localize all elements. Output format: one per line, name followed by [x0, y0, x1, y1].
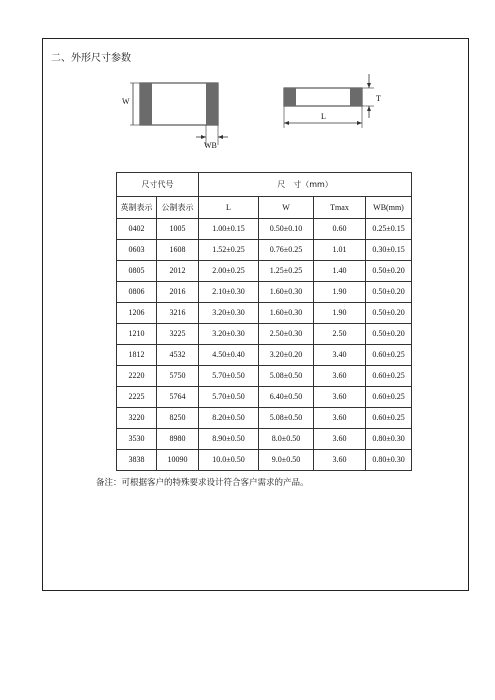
cell-wb: 0.30±0.15 [366, 240, 412, 261]
chip-side-view [284, 74, 381, 128]
cell-wb: 0.25±0.15 [366, 219, 412, 240]
cell-l: 5.70±0.50 [199, 366, 259, 387]
header-dimension: 尺 寸（mm） [199, 173, 412, 197]
cell-metric: 5764 [157, 387, 199, 408]
cell-l: 3.20±0.30 [199, 303, 259, 324]
cell-wb: 0.60±0.25 [366, 345, 412, 366]
header-imperial: 英制表示 [117, 197, 157, 219]
l-label: L [321, 112, 326, 121]
cell-l: 10.0±0.50 [199, 450, 259, 471]
table-row [117, 387, 412, 408]
header-metric: 公制表示 [157, 197, 199, 219]
cell-imperial: 3220 [117, 408, 157, 429]
cell-w: 9.0±0.50 [259, 450, 314, 471]
cell-metric: 8250 [157, 408, 199, 429]
cell-metric: 2016 [157, 282, 199, 303]
side-right-terminal [350, 88, 362, 106]
cell-l: 8.90±0.50 [199, 429, 259, 450]
cell-imperial: 2220 [117, 366, 157, 387]
table-row [117, 240, 412, 261]
cell-metric: 3216 [157, 303, 199, 324]
header-wb: WB(mm) [366, 197, 412, 219]
cell-imperial: 3530 [117, 429, 157, 450]
cell-imperial: 2225 [117, 387, 157, 408]
table-row [117, 429, 412, 450]
cell-w: 1.60±0.30 [259, 303, 314, 324]
cell-wb: 0.50±0.20 [366, 303, 412, 324]
footnote: 备注：可根据客户的特殊要求设计符合客户需求的产品。 [96, 478, 309, 488]
cell-metric: 10090 [157, 450, 199, 471]
cell-w: 1.25±0.25 [259, 261, 314, 282]
cell-w: 2.50±0.30 [259, 324, 314, 345]
cell-w: 1.60±0.30 [259, 282, 314, 303]
cell-w: 5.08±0.50 [259, 408, 314, 429]
table-row [117, 345, 412, 366]
cell-w: 3.20±0.20 [259, 345, 314, 366]
wb-label: WB [204, 141, 217, 150]
cell-imperial: 3838 [117, 450, 157, 471]
table-row [117, 408, 412, 429]
cell-metric: 4532 [157, 345, 199, 366]
cell-l: 2.10±0.30 [199, 282, 259, 303]
cell-wb: 0.50±0.20 [366, 324, 412, 345]
cell-tmax: 3.40 [314, 345, 366, 366]
cell-imperial: 1206 [117, 303, 157, 324]
cell-l: 5.70±0.50 [199, 387, 259, 408]
left-terminal [140, 83, 152, 125]
w-label: W [122, 97, 130, 106]
dimension-diagram [0, 0, 495, 170]
cell-imperial: 0805 [117, 261, 157, 282]
cell-l: 4.50±0.40 [199, 345, 259, 366]
cell-l: 1.00±0.15 [199, 219, 259, 240]
cell-tmax: 3.60 [314, 429, 366, 450]
cell-wb: 0.80±0.30 [366, 450, 412, 471]
cell-wb: 0.50±0.20 [366, 282, 412, 303]
cell-w: 0.50±0.10 [259, 219, 314, 240]
side-left-terminal [284, 88, 296, 106]
cell-w: 8.0±0.50 [259, 429, 314, 450]
table-header-row-1 [117, 173, 412, 197]
cell-wb: 0.50±0.20 [366, 261, 412, 282]
cell-w: 5.08±0.50 [259, 366, 314, 387]
cell-tmax: 1.40 [314, 261, 366, 282]
chip-top-view [122, 83, 228, 150]
cell-imperial: 0402 [117, 219, 157, 240]
table-header-row-2 [117, 197, 412, 219]
cell-l: 8.20±0.50 [199, 408, 259, 429]
cell-tmax: 0.60 [314, 219, 366, 240]
cell-metric: 1608 [157, 240, 199, 261]
table-row [117, 450, 412, 471]
cell-tmax: 3.60 [314, 387, 366, 408]
table-row [117, 303, 412, 324]
cell-metric: 8980 [157, 429, 199, 450]
cell-metric: 5750 [157, 366, 199, 387]
table-row [117, 219, 412, 240]
cell-tmax: 3.60 [314, 408, 366, 429]
cell-wb: 0.80±0.30 [366, 429, 412, 450]
section-title: 二、外形尺寸参数 [51, 53, 131, 64]
cell-imperial: 1812 [117, 345, 157, 366]
header-code: 尺寸代号 [117, 173, 199, 197]
cell-metric: 2012 [157, 261, 199, 282]
cell-wb: 0.60±0.25 [366, 408, 412, 429]
cell-l: 1.52±0.25 [199, 240, 259, 261]
cell-wb: 0.60±0.25 [366, 387, 412, 408]
cell-l: 2.00±0.25 [199, 261, 259, 282]
cell-tmax: 3.60 [314, 366, 366, 387]
table-row [117, 282, 412, 303]
cell-wb: 0.60±0.25 [366, 366, 412, 387]
cell-tmax: 2.50 [314, 324, 366, 345]
cell-tmax: 1.90 [314, 282, 366, 303]
cell-metric: 3225 [157, 324, 199, 345]
cell-w: 0.76±0.25 [259, 240, 314, 261]
cell-imperial: 1210 [117, 324, 157, 345]
cell-tmax: 3.60 [314, 450, 366, 471]
cell-metric: 1005 [157, 219, 199, 240]
cell-tmax: 1.90 [314, 303, 366, 324]
header-l: L [199, 197, 259, 219]
header-w: W [259, 197, 314, 219]
cell-l: 3.20±0.30 [199, 324, 259, 345]
cell-tmax: 1.01 [314, 240, 366, 261]
table-row [117, 366, 412, 387]
cell-imperial: 0806 [117, 282, 157, 303]
dimension-table [116, 172, 412, 471]
cell-imperial: 0603 [117, 240, 157, 261]
table-row [117, 324, 412, 345]
header-tmax: Tmax [314, 197, 366, 219]
right-terminal [206, 83, 218, 125]
cell-w: 6.40±0.50 [259, 387, 314, 408]
table-row [117, 261, 412, 282]
t-label: T [376, 94, 381, 103]
